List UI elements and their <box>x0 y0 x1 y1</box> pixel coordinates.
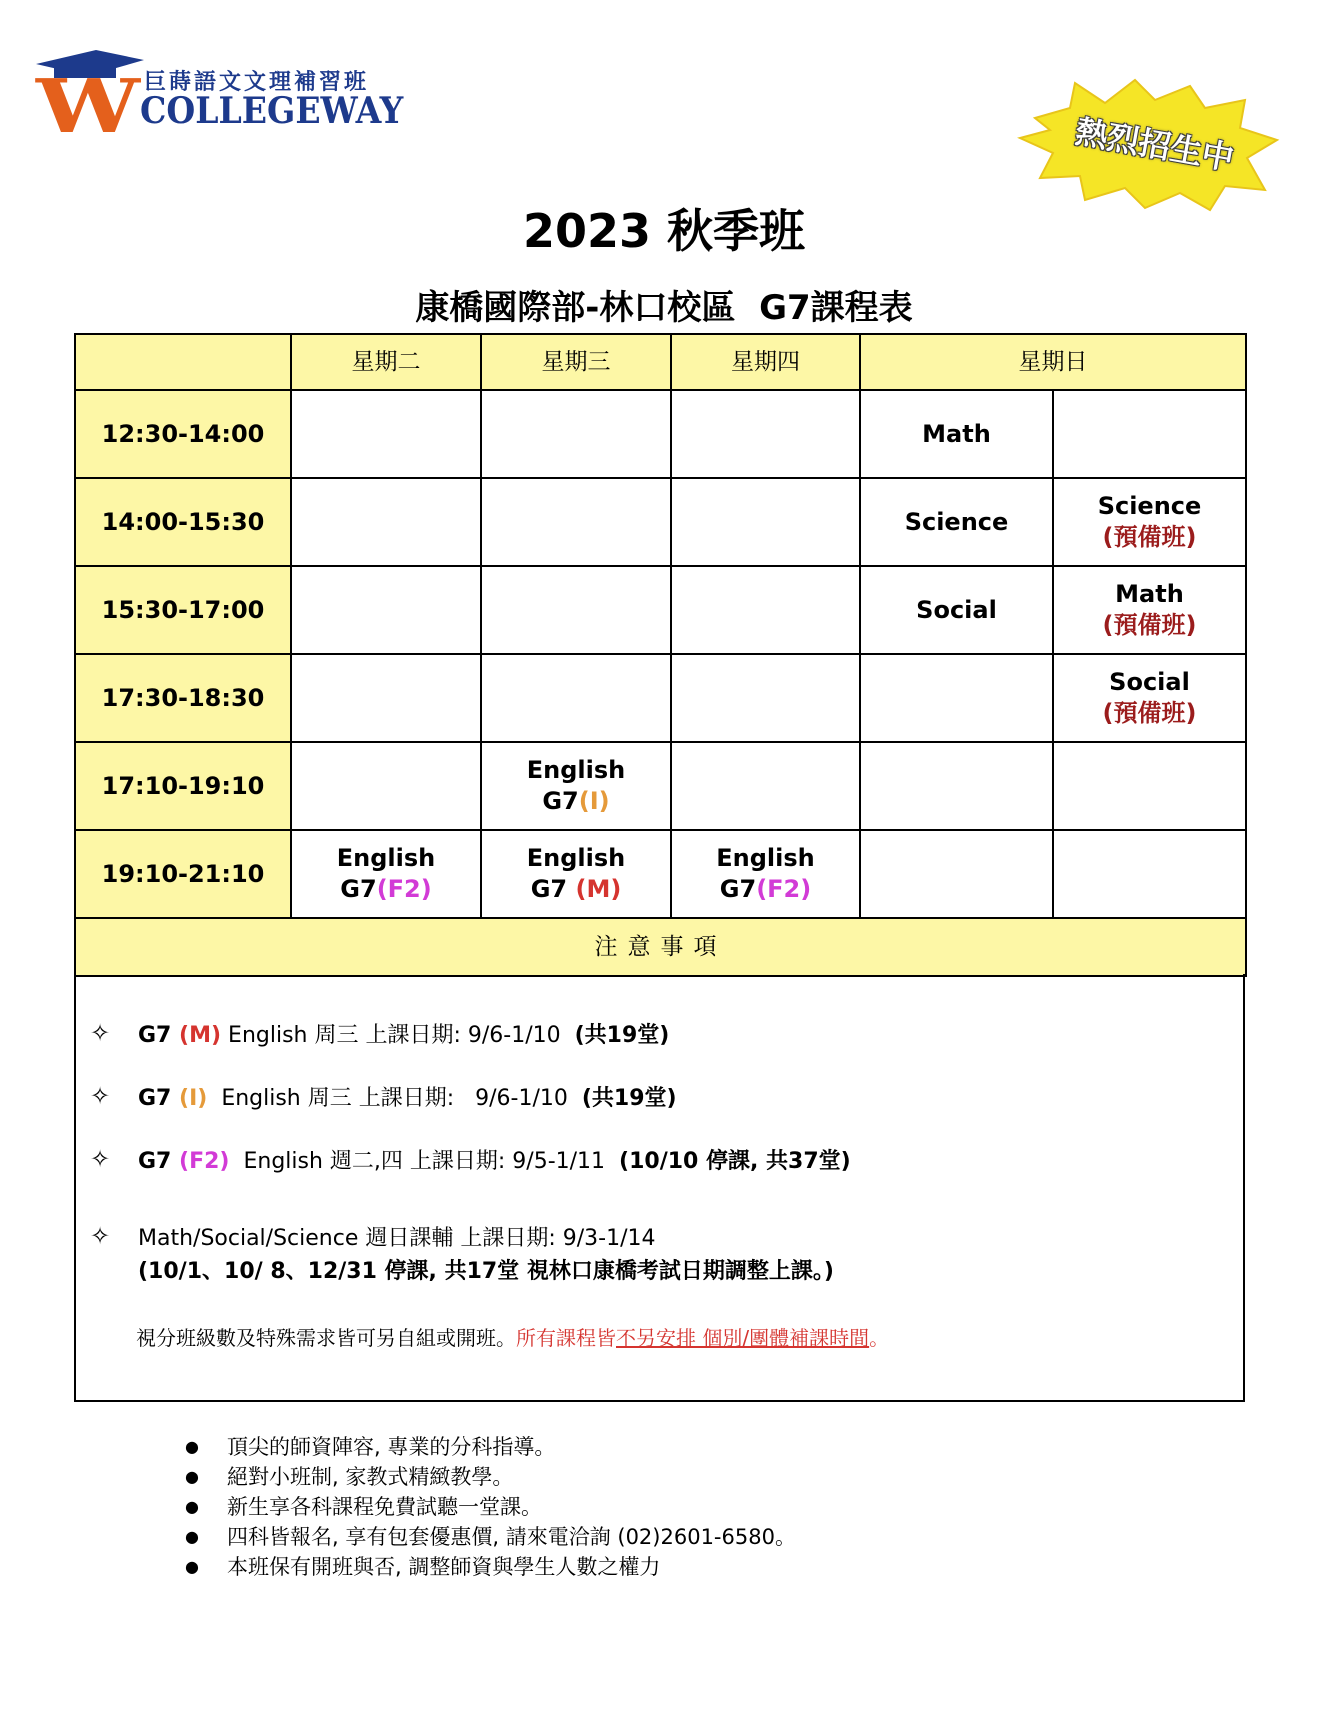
course-subject: English <box>336 844 436 872</box>
cell-sun-2 <box>1053 654 1246 742</box>
note-item <box>90 1145 851 1178</box>
list-item <box>185 1432 796 1462</box>
course-subject: Math <box>1115 580 1184 608</box>
list-item-text: 頂尖的師資陣容, 專業的分科指導。 <box>227 1435 556 1459</box>
note-grade: G7 <box>138 1149 180 1174</box>
note-tag: (M) <box>179 1023 222 1048</box>
footnote-text: 視分班級數及特殊需求皆可另自組或開班。 <box>136 1326 516 1350</box>
course-subject: English <box>526 844 626 872</box>
logo-name-en: COLLEGEWAY <box>140 90 404 132</box>
course-grade-line <box>482 874 670 905</box>
bullet-icon: ● <box>185 1497 199 1516</box>
course-grade-line <box>482 786 670 817</box>
note-item <box>90 1019 669 1052</box>
course-grade: G7 <box>542 787 579 815</box>
prep-class-note: (預備班) <box>1102 523 1197 551</box>
cell-wed <box>481 654 671 742</box>
note-text: English 週二,四 上課日期: 9/5-1/11 <box>229 1149 620 1174</box>
cell-sun-1: Science <box>860 478 1053 566</box>
note-item <box>90 1222 834 1288</box>
class-tag: (I) <box>578 787 610 815</box>
cell-sun-2 <box>1053 742 1246 830</box>
time-slot: 15:30-17:00 <box>75 566 291 654</box>
cell-sun-1: Social <box>860 566 1053 654</box>
cell-sun-1 <box>860 742 1053 830</box>
day-header-tue: 星期二 <box>291 334 481 390</box>
cell-sun-2 <box>1053 478 1246 566</box>
four-point-star-icon: ✧ <box>90 1082 111 1110</box>
course-subject: Science <box>1097 492 1202 520</box>
time-slot: 19:10-21:10 <box>75 830 291 918</box>
notice-header-row <box>75 918 1246 976</box>
note-count: (10/10 停課, 共37堂) <box>619 1149 851 1174</box>
course-grade: G7 <box>719 875 757 903</box>
table-row <box>75 566 1246 654</box>
bullet-icon: ● <box>185 1557 199 1576</box>
day-header-sun: 星期日 <box>860 334 1246 390</box>
prep-class-note: (預備班) <box>1102 699 1197 727</box>
course-grade-line <box>672 874 859 905</box>
prep-class-note: (預備班) <box>1102 611 1197 639</box>
course-grade-line <box>292 874 480 905</box>
footnote-warning-end: 。 <box>869 1326 890 1350</box>
list-item <box>185 1552 796 1582</box>
corner-cell <box>75 334 291 390</box>
bullet-icon: ● <box>185 1437 199 1456</box>
logo-w-mark: W <box>36 64 138 150</box>
cell-tue <box>291 830 481 918</box>
note-grade: G7 <box>138 1023 180 1048</box>
note-item <box>90 1082 677 1115</box>
note-tag: (I) <box>179 1086 208 1111</box>
time-slot: 17:30-18:30 <box>75 654 291 742</box>
cell-tue <box>291 478 481 566</box>
footnote-warning-underlined: 不另安排 個別/團體補課時間 <box>616 1326 870 1350</box>
four-point-star-icon: ✧ <box>90 1222 111 1250</box>
cell-thu <box>671 478 860 566</box>
enrollment-badge-text: 熱烈招生中 <box>1072 112 1237 178</box>
collegeway-logo <box>36 50 404 155</box>
cell-thu <box>671 654 860 742</box>
four-point-star-icon: ✧ <box>90 1019 111 1047</box>
course-grade: G7 <box>530 875 576 903</box>
bullet-icon: ● <box>185 1527 199 1546</box>
course-grade: G7 <box>340 875 377 903</box>
logo-name-cn: 巨蒔語文文理補習班 <box>144 70 370 95</box>
four-point-star-icon: ✧ <box>90 1145 111 1173</box>
cell-wed <box>481 390 671 478</box>
cell-wed <box>481 830 671 918</box>
cell-wed <box>481 478 671 566</box>
note-grade: G7 <box>138 1086 180 1111</box>
time-slot: 17:10-19:10 <box>75 742 291 830</box>
table-row <box>75 390 1246 478</box>
day-header-wed: 星期三 <box>481 334 671 390</box>
course-subject: English <box>526 756 626 784</box>
notes-box <box>74 974 1245 1402</box>
list-item <box>185 1492 796 1522</box>
cell-tue <box>291 654 481 742</box>
course-subject: English <box>716 844 815 872</box>
cell-tue <box>291 742 481 830</box>
bullet-icon: ● <box>185 1467 199 1486</box>
schedule-table <box>74 333 1247 977</box>
time-slot: 14:00-15:30 <box>75 478 291 566</box>
cell-thu <box>671 390 860 478</box>
list-item <box>185 1462 796 1492</box>
cell-sun-1 <box>860 830 1053 918</box>
cell-wed <box>481 566 671 654</box>
course-subject: Social <box>1109 668 1190 696</box>
list-item <box>185 1522 796 1552</box>
cell-thu <box>671 566 860 654</box>
note-count: (共19堂) <box>581 1086 677 1111</box>
schedule-header-row <box>75 334 1246 390</box>
table-row <box>75 654 1246 742</box>
cell-sun-2 <box>1053 830 1246 918</box>
cell-sun-2 <box>1053 390 1246 478</box>
cell-thu <box>671 742 860 830</box>
cell-sun-1: Math <box>860 390 1053 478</box>
class-tag: (F2) <box>756 875 812 903</box>
list-item-text: 本班保有開班與否, 調整師資與學生人數之權力 <box>227 1555 661 1579</box>
page-title: 2023 秋季班 <box>522 204 806 258</box>
class-tag: (M) <box>575 875 622 903</box>
cell-sun-1 <box>860 654 1053 742</box>
note-text: English 周三 上課日期: 9/6-1/10 <box>221 1023 575 1048</box>
note-tag: (F2) <box>179 1149 230 1174</box>
note-count: (共19堂) <box>574 1023 670 1048</box>
cell-thu <box>671 830 860 918</box>
time-slot: 12:30-14:00 <box>75 390 291 478</box>
list-item-text: 新生享各科課程免費試聽一堂課。 <box>227 1495 542 1519</box>
table-row <box>75 830 1246 918</box>
list-item-text: 四科皆報名, 享有包套優惠價, 請來電洽詢 (02)2601-6580。 <box>227 1525 796 1549</box>
feature-list <box>185 1432 796 1582</box>
notice-header: 注意事項 <box>75 918 1246 976</box>
note-text: (10/1、10/ 8、12/31 停課, 共17堂 視林口康橋考試日期調整上課。) <box>138 1259 834 1284</box>
day-header-thu: 星期四 <box>671 334 860 390</box>
table-row <box>75 478 1246 566</box>
footnote-warning: 所有課程皆 <box>516 1326 616 1350</box>
cell-sun-2 <box>1053 566 1246 654</box>
cell-wed <box>481 742 671 830</box>
footnote <box>136 1322 889 1351</box>
cell-tue <box>291 566 481 654</box>
table-row <box>75 742 1246 830</box>
class-tag: (F2) <box>376 875 432 903</box>
note-text: English 周三 上課日期: 9/6-1/10 <box>207 1086 582 1111</box>
list-item-text: 絕對小班制, 家教式精緻教學。 <box>227 1465 514 1489</box>
note-text: Math/Social/Science 週日課輔 上課日期: 9/3-1/14 <box>138 1226 656 1251</box>
cell-tue <box>291 390 481 478</box>
page-subtitle: 康橋國際部-林口校區 G7課程表 <box>415 288 913 328</box>
